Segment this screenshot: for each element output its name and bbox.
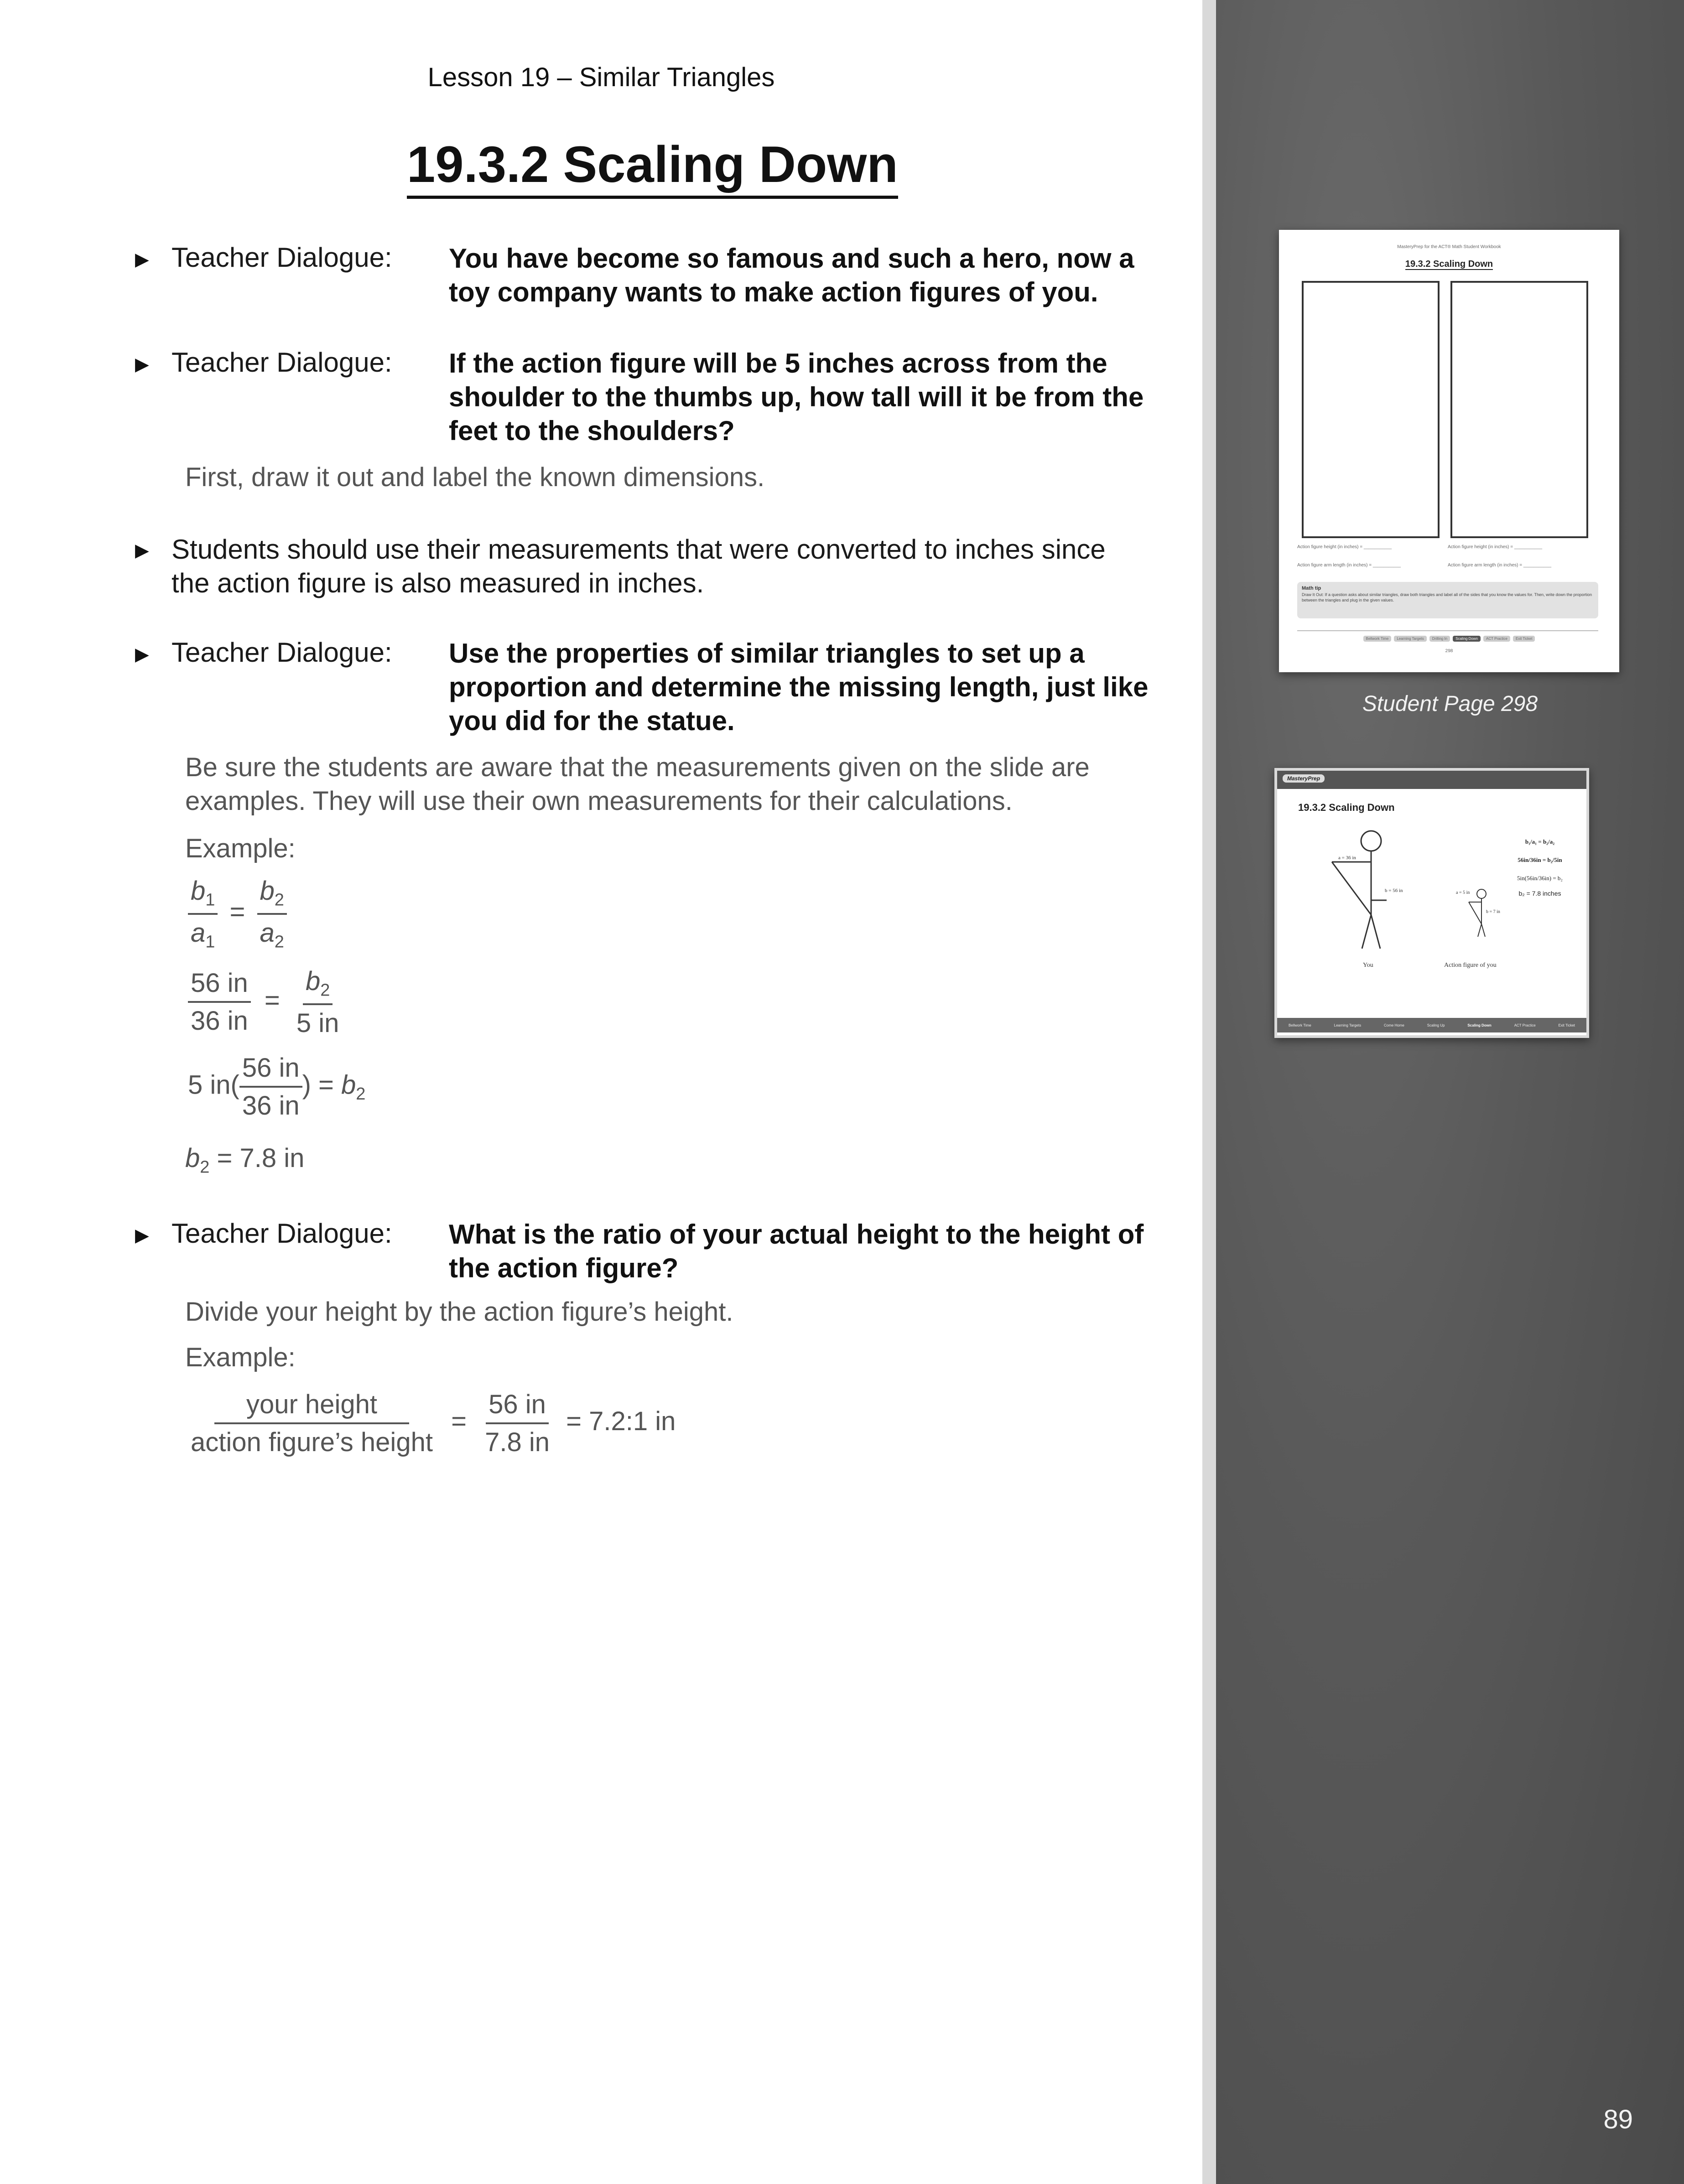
field-label: Action figure arm length (in inches) = ___________: [1297, 563, 1401, 568]
b2-label: b = 7 in: [1486, 909, 1500, 914]
equation-solve: 5 in( $\frac{56 in}{36 in}$ ) = $b_2$: [188, 1053, 366, 1121]
bullet-arrow-icon: ▶: [135, 644, 149, 664]
thumb-page-number: 298: [1445, 648, 1453, 654]
you-label: You: [1363, 962, 1373, 969]
dialogue-label: Teacher Dialogue:: [172, 347, 392, 378]
slide-eq: b₂ = 7.8 inches: [1518, 890, 1561, 897]
equation-proportion: $\frac{b_1}{a_1}$ = $\frac{b_2}{a_2}$: [188, 876, 287, 952]
dialogue-label: Teacher Dialogue:: [172, 1218, 392, 1249]
workbook-header: MasteryPrep for the ACT® Math Student Workbook: [1397, 244, 1501, 249]
equation-substituted: $\frac{56 in}{36 in}$ = $\frac{b_2}{5 in}$: [188, 966, 342, 1038]
figure-label: Action figure of you: [1444, 962, 1497, 969]
dialogue-text: If the action figure will be 5 inches across from the shoulder to the thumbs up, how tall will it be from the feet to the shoulders?: [449, 348, 1144, 446]
slide-nav-bar: Bellwork Time Learning Targets Come Home Scaling Up Scaling Down ACT Practice Exit Ticket: [1277, 1018, 1586, 1032]
bullet-arrow-icon: ▶: [135, 354, 149, 374]
logo: MasteryPrep: [1283, 774, 1325, 783]
drawing-box-right: [1450, 281, 1588, 538]
bullet-text: Students should use their measurements that were converted to inches since the action figure is also measured in inches.: [172, 534, 1106, 598]
note-draw: First, draw it out and label the known dimensions.: [185, 462, 765, 492]
dialogue-label: Teacher Dialogue:: [172, 637, 392, 668]
a-label: a = 36 in: [1338, 855, 1356, 861]
note-aware: Be sure the students are aware that the measurements given on the slide are examples. They will use their own measurements for their calculations.: [185, 752, 1090, 816]
student-page-caption: Student Page 298: [1362, 692, 1538, 716]
figure-head: [1477, 889, 1486, 898]
slide-eq: 56in/36in = b₂/5in: [1518, 856, 1562, 863]
field-label: Action figure height (in inches) = ___________: [1448, 545, 1543, 550]
dialogue-text: You have become so famous and such a hero, now a toy company wants to make action figures of you.: [449, 243, 1134, 307]
slide-title: 19.3.2 Scaling Down: [1298, 802, 1395, 813]
divider: [1297, 630, 1598, 631]
a2-label: a = 5 in: [1456, 890, 1470, 895]
slide-header-bar: [1277, 771, 1586, 789]
thumb-title: 19.3.2 Scaling Down: [1405, 259, 1493, 269]
bullet-arrow-icon: ▶: [135, 1225, 149, 1245]
slide-eq: b₁/a₁ = b₂/a₂: [1525, 838, 1555, 845]
similar-triangles-diagram: [1277, 812, 1586, 1012]
dialogue-text: Use the properties of similar triangles to set up a proportion and determine the missing length, just like you did for the statue.: [449, 638, 1149, 736]
tip-text: Draw It Out: If a question asks about similar triangles, draw both triangles and label all of the sides that you know the values for. Then, write down the proportion between the triangles and plug in the given values.: [1302, 592, 1592, 602]
b-label: b = 56 in: [1385, 888, 1403, 893]
lesson-header: Lesson 19 – Similar Triangles: [427, 62, 775, 92]
person-head: [1361, 831, 1381, 851]
section-title: 19.3.2 Scaling Down: [407, 135, 898, 199]
field-label: Action figure height (in inches) = ___________: [1297, 545, 1392, 550]
note-example: Example:: [185, 1343, 296, 1372]
math-tip-box: [1297, 582, 1598, 618]
drawing-box-left: [1302, 281, 1440, 538]
dialogue-text: What is the ratio of your actual height to the height of the action figure?: [449, 1219, 1144, 1283]
page-number: 89: [1603, 2105, 1633, 2134]
dialogue-label: Teacher Dialogue:: [172, 242, 392, 273]
note-divide: Divide your height by the action figure’s height.: [185, 1297, 733, 1327]
bullet-arrow-icon: ▶: [135, 249, 149, 270]
tip-title: Math tip: [1302, 586, 1321, 591]
student-page-thumbnail[interactable]: [1279, 230, 1619, 672]
bullet-arrow-icon: ▶: [135, 540, 149, 560]
equation-ratio: $\frac{\text{your height}}{\text{action figure’s height}}$ = $\frac{56 in}{7.8 in}$ = 7.2:1 in: [191, 1390, 676, 1457]
slide-thumbnail[interactable]: [1274, 768, 1589, 1038]
equation-result: $b_2 = 7.8$ in: [185, 1143, 305, 1177]
field-label: Action figure arm length (in inches) = ___________: [1448, 563, 1552, 568]
thumb-nav: Bellwork Time Learning Targets Drilling In Scaling Down ACT Practice Exit Ticket: [1279, 636, 1619, 642]
side-rail: [1202, 0, 1216, 2184]
slide-eq: 5in(56in/36in) = b₂: [1517, 875, 1563, 882]
note-example: Example:: [185, 834, 296, 863]
